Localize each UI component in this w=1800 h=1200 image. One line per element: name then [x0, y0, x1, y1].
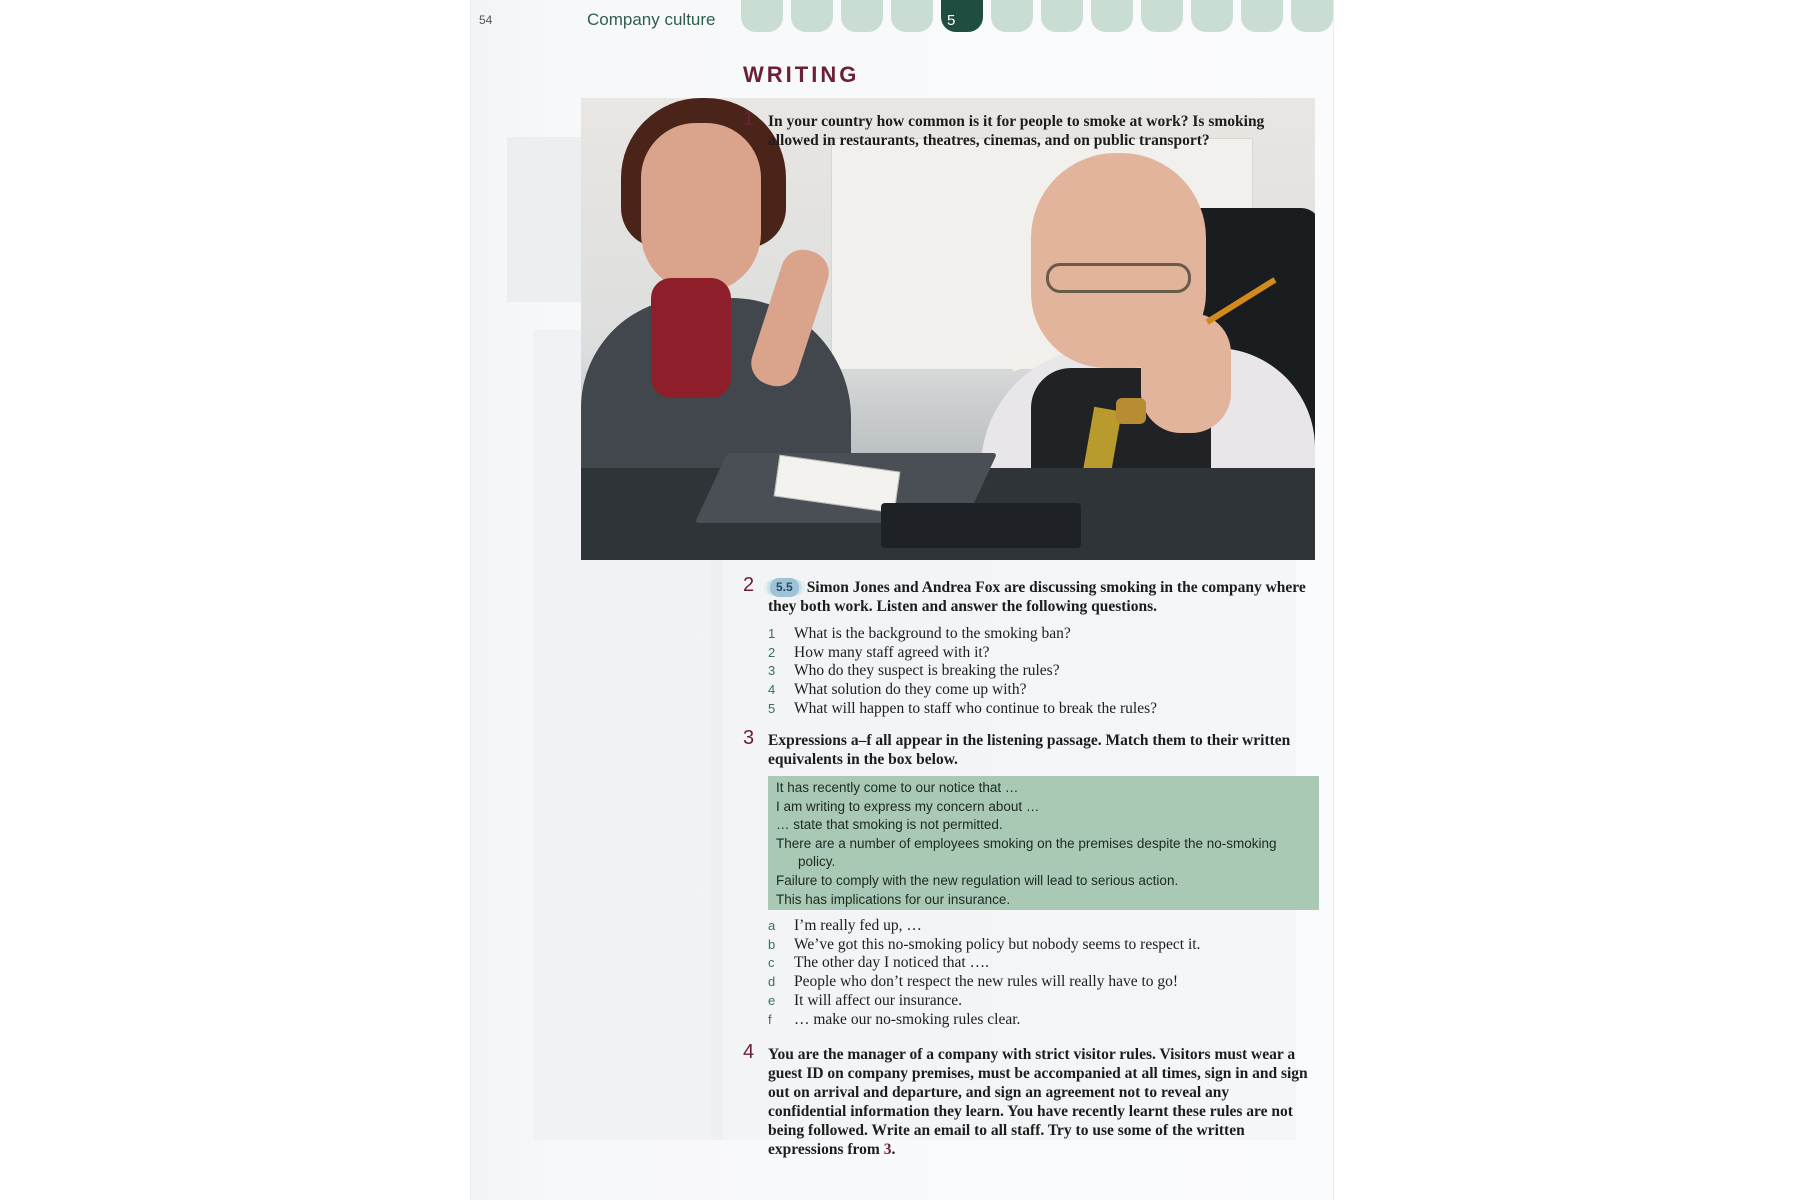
box-line: … state that smoking is not permitted.: [776, 817, 1003, 833]
exercise-2-instructions: [768, 578, 1308, 616]
list-item: 5 What will happen to staff who continue to break the rules?: [768, 699, 1157, 717]
exercise-number: 2: [743, 574, 755, 596]
unit-tab: [991, 0, 1033, 32]
list-item: 2 How many staff agreed with it?: [768, 643, 990, 661]
unit-tab-active: 5: [941, 0, 983, 32]
ghost-panel: [507, 137, 587, 302]
unit-tab: [1241, 0, 1283, 32]
unit-tab: [1041, 0, 1083, 32]
exercise-4-text: You are the manager of a company with strict visitor rules. Visitors must wear a guest ID on company premises, must be accompanied at all times, sign in and sign out on arrival and departure, and sign an agreement not to reveal any confidential information they learn. You have recently learnt these rules are not being followed. Write an email to all staff. Try to use some of the written expressions from: [768, 1046, 1308, 1158]
list-item: 3 Who do they suspect is breaking the rules?: [768, 662, 1060, 680]
exercise-2-questions: [768, 625, 1308, 719]
photo-man-glasses: [1046, 263, 1191, 293]
unit-tab: [1141, 0, 1183, 32]
list-item: 4 What solution do they come up with?: [768, 681, 1027, 699]
page-number: 54: [479, 13, 493, 27]
audio-track-icon[interactable]: 5.5: [770, 578, 799, 597]
office-photo: [581, 98, 1315, 560]
photo-watch: [1116, 398, 1146, 424]
exercise-reference: 3: [883, 1141, 892, 1158]
unit-tab: [891, 0, 933, 32]
photo-woman-collar: [651, 278, 731, 398]
list-item: b We’ve got this no-smoking policy but nobody seems to respect it.: [768, 935, 1201, 953]
exercise-4-end: .: [891, 1141, 896, 1158]
exercise-3-text: Expressions a–f all appear in the listening passage. Match them to their written equivalents in the box below.: [768, 732, 1291, 768]
unit-tab: [741, 0, 783, 32]
unit-tab: [841, 0, 883, 32]
list-item: f … make our no-smoking rules clear.: [768, 1010, 1021, 1028]
section-title: WRITING: [743, 62, 860, 87]
textbook-page: [471, 0, 1333, 1200]
exercise-2-text: Simon Jones and Andrea Fox are discussing smoking in the company where they both work. Listen and answer the following questions.: [768, 579, 1306, 615]
box-line: This has implications for our insurance.: [776, 891, 1011, 907]
list-item: a I’m really fed up, …: [768, 917, 922, 934]
photo-man-hand: [1141, 313, 1231, 433]
photo-keyboard: [881, 503, 1081, 548]
box-line: I am writing to express my concern about …: [776, 798, 1040, 814]
exercise-number: 1: [743, 108, 755, 130]
exercise-number: 3: [743, 727, 755, 749]
box-line: It has recently come to our notice that …: [776, 780, 1019, 795]
list-item: e It will affect our insurance.: [768, 991, 962, 1009]
list-item: c The other day I noticed that ….: [768, 954, 989, 972]
exercise-1-text: In your country how common is it for people to smoke at work? Is smoking allowed in restaurants, theatres, cinemas, and on public transport?: [768, 113, 1265, 149]
unit-tab: [1091, 0, 1133, 32]
box-line: policy.: [798, 854, 836, 870]
expressions-box: [768, 776, 1319, 910]
list-item: 1 What is the background to the smoking ban?: [768, 625, 1071, 642]
unit-tab: [1291, 0, 1333, 32]
photo-woman-face: [641, 123, 761, 293]
unit-tab: [791, 0, 833, 32]
exercise-3-expressions: [768, 917, 1308, 1029]
running-head: Company culture: [587, 10, 716, 29]
unit-tab: [1191, 0, 1233, 32]
exercise-number: 4: [743, 1041, 755, 1063]
list-item: d People who don’t respect the new rules will really have to go!: [768, 973, 1179, 991]
exercise-4-instructions: [768, 1045, 1308, 1159]
box-line: Failure to comply with the new regulation will lead to serious action.: [776, 872, 1179, 888]
box-line: There are a number of employees smoking on the premises despite the no-smoking: [776, 835, 1277, 851]
